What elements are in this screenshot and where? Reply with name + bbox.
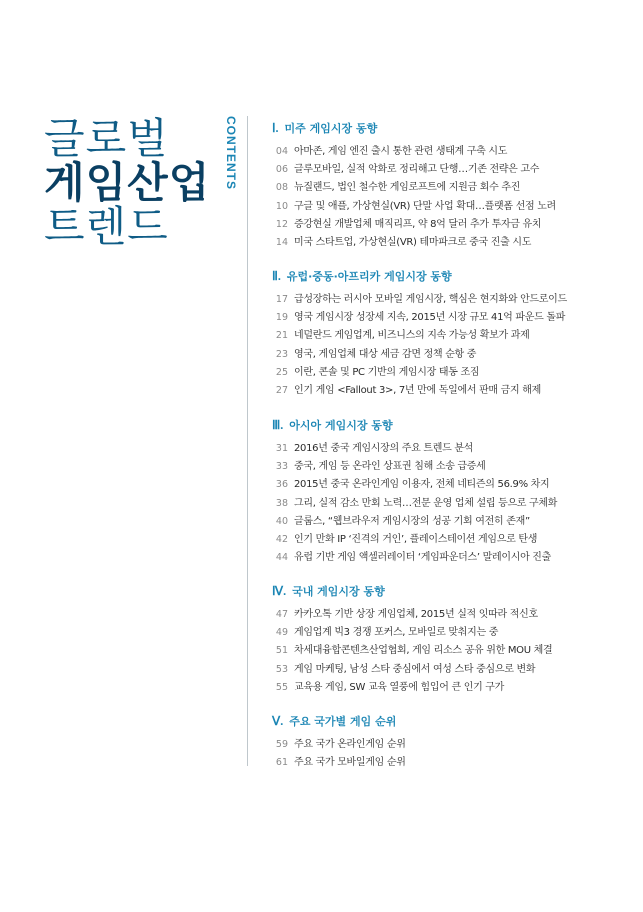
page-number: 53 <box>275 663 288 675</box>
page-number: 49 <box>275 627 288 639</box>
section-title: 미주 게임시장 동향 <box>284 122 378 135</box>
title-line-1: 글로벌 <box>44 114 169 163</box>
page-number: 31 <box>275 443 288 454</box>
page-number: 12 <box>275 218 288 230</box>
item-title: 글루모바일, 실적 악화로 정리해고 단행…기존 전략은 고수 <box>294 164 540 176</box>
section-title: 주요 국가별 게임 순위 <box>289 715 397 728</box>
item-title: 구글 및 애플, 가상현실(VR) 단말 사업 확대…플랫폼 선점 노려 <box>294 200 556 212</box>
item-title: 유럽 기반 게임 액셀러레이터 ‘게임파운더스’ 말레이시아 진출 <box>294 552 552 564</box>
section-heading[interactable] <box>272 268 632 288</box>
item-title: 증강현실 개발업체 매직리프, 약 8억 달러 추가 투자금 유치 <box>294 218 542 230</box>
item-title: 2015년 중국 온라인게임 이용자, 전체 네티즌의 56.9% 차지 <box>294 479 550 491</box>
toc-item[interactable] <box>272 548 632 566</box>
page-number: 08 <box>275 182 288 194</box>
page-number: 51 <box>275 645 288 657</box>
toc-item[interactable] <box>272 623 632 641</box>
toc-item[interactable] <box>272 512 632 530</box>
section-heading[interactable] <box>272 713 632 733</box>
item-title: 이란, 콘솔 및 PC 기반의 게임시장 태동 조짐 <box>294 366 480 378</box>
page-number: 10 <box>275 200 288 212</box>
page-number: 06 <box>275 164 288 176</box>
page-number: 47 <box>275 609 288 620</box>
section-number: Ⅴ. <box>272 714 284 728</box>
toc-item[interactable] <box>272 494 632 512</box>
item-title: 글룹스, “웹브라우저 게임시장의 성공 기회 여전히 존재” <box>294 515 530 527</box>
item-title: 아마존, 게임 엔진 출시 통한 관련 생태계 구축 시도 <box>294 146 508 157</box>
item-title: 게임 마케팅, 남성 스타 중심에서 여성 스타 중심으로 변화 <box>294 663 536 675</box>
page-number: 38 <box>275 497 288 509</box>
item-title: 카카오톡 기반 상장 게임업체, 2015년 실적 잇따라 적신호 <box>294 609 538 620</box>
toc-item[interactable] <box>272 142 632 160</box>
section-number: Ⅱ. <box>272 269 281 283</box>
page-number: 14 <box>275 236 288 248</box>
toc-item[interactable] <box>272 215 632 233</box>
item-title: 주요 국가 모바일게임 순위 <box>294 757 406 769</box>
section-number: Ⅰ. <box>272 121 279 135</box>
toc-item[interactable] <box>272 308 632 326</box>
section-title: 국내 게임시장 동향 <box>292 585 385 598</box>
toc-item[interactable] <box>272 735 632 753</box>
section-heading[interactable] <box>272 583 632 603</box>
item-title: 게임업계 빅3 경쟁 포커스, 모바일로 맞춰지는 중 <box>294 627 499 639</box>
page-number: 40 <box>275 515 288 527</box>
section-heading[interactable] <box>272 120 632 140</box>
item-title: 미국 스타트업, 가상현실(VR) 테마파크로 중국 진출 시도 <box>294 236 532 248</box>
page-number: 25 <box>275 366 288 378</box>
divider-line <box>247 116 248 766</box>
section-4 <box>272 583 632 696</box>
toc-item[interactable] <box>272 475 632 493</box>
toc-item[interactable] <box>272 660 632 678</box>
toc-item[interactable] <box>272 753 632 771</box>
toc-item[interactable] <box>272 457 632 475</box>
section-heading[interactable] <box>272 417 632 437</box>
item-title: 영국 게임시장 성장세 지속, 2015년 시장 규모 41억 파운드 돌파 <box>294 312 566 324</box>
page-number: 27 <box>275 384 288 396</box>
toc-item[interactable] <box>272 605 632 623</box>
page-number: 44 <box>275 552 288 564</box>
section-title: 유럽·중동·아프리카 게임시장 동향 <box>286 270 452 283</box>
item-title: 그리, 실적 감소 만회 노력…전문 운영 업체 설립 등으로 구체화 <box>294 497 558 509</box>
item-title: 교육용 게임, SW 교육 열풍에 힘입어 큰 인기 구가 <box>294 681 505 693</box>
item-title: 영국, 게임업체 대상 세금 감면 정책 순항 중 <box>294 348 477 360</box>
section-number: Ⅳ. <box>272 584 287 598</box>
section-title: 아시아 게임시장 동향 <box>289 419 393 432</box>
section-1 <box>272 120 632 251</box>
toc-item[interactable] <box>272 178 632 196</box>
title-line-3: 트렌드 <box>44 202 169 251</box>
page-number: 61 <box>275 757 288 769</box>
toc-item[interactable] <box>272 530 632 548</box>
title-line-2: 게임산업 <box>44 158 211 207</box>
item-title: 인기 게임 <Fallout 3>, 7년 만에 독일에서 판매 금지 해제 <box>294 384 541 396</box>
page-number: 23 <box>275 348 288 360</box>
page-number: 42 <box>275 533 288 545</box>
item-title: 차세대융합콘텐츠산업협회, 게임 리소스 공유 위한 MOU 체결 <box>294 645 553 657</box>
item-title: 2016년 중국 게임시장의 주요 트렌드 분석 <box>294 443 474 454</box>
toc-item[interactable] <box>272 233 632 251</box>
item-title: 인기 만화 IP ‘진격의 거인’, 플레이스테이션 게임으로 탄생 <box>294 533 538 545</box>
toc-item[interactable] <box>272 363 632 381</box>
section-2 <box>272 268 632 399</box>
toc-item[interactable] <box>272 678 632 696</box>
toc-item[interactable] <box>272 160 632 178</box>
page-number: 19 <box>275 312 288 324</box>
item-title: 주요 국가 온라인게임 순위 <box>294 739 406 750</box>
contents-label: CONTENTS <box>224 116 238 190</box>
toc-item[interactable] <box>272 439 632 457</box>
toc-item[interactable] <box>272 197 632 215</box>
section-5 <box>272 713 632 771</box>
page-number: 04 <box>275 146 288 157</box>
page-number: 36 <box>275 479 288 491</box>
toc-item[interactable] <box>272 641 632 659</box>
toc-item[interactable] <box>272 290 632 308</box>
section-number: Ⅲ. <box>272 418 284 432</box>
item-title: 중국, 게임 등 온라인 상표권 침해 소송 급증세 <box>294 461 486 473</box>
page-number: 33 <box>275 461 288 473</box>
item-title: 네덜란드 게임업계, 비즈니스의 지속 가능성 확보가 과제 <box>294 330 530 342</box>
page-number: 59 <box>275 739 288 750</box>
toc-item[interactable] <box>272 326 632 344</box>
item-title: 급성장하는 러시아 모바일 게임시장, 핵심은 현지화와 안드로이드 <box>294 294 567 305</box>
section-3 <box>272 417 632 566</box>
toc-item[interactable] <box>272 381 632 399</box>
toc-item[interactable] <box>272 345 632 363</box>
page-number: 21 <box>275 330 288 342</box>
page-number: 17 <box>275 294 288 305</box>
item-title: 뉴질랜드, 법인 철수한 게임로프트에 지원금 회수 추진 <box>294 182 521 194</box>
page-number: 55 <box>275 681 288 693</box>
